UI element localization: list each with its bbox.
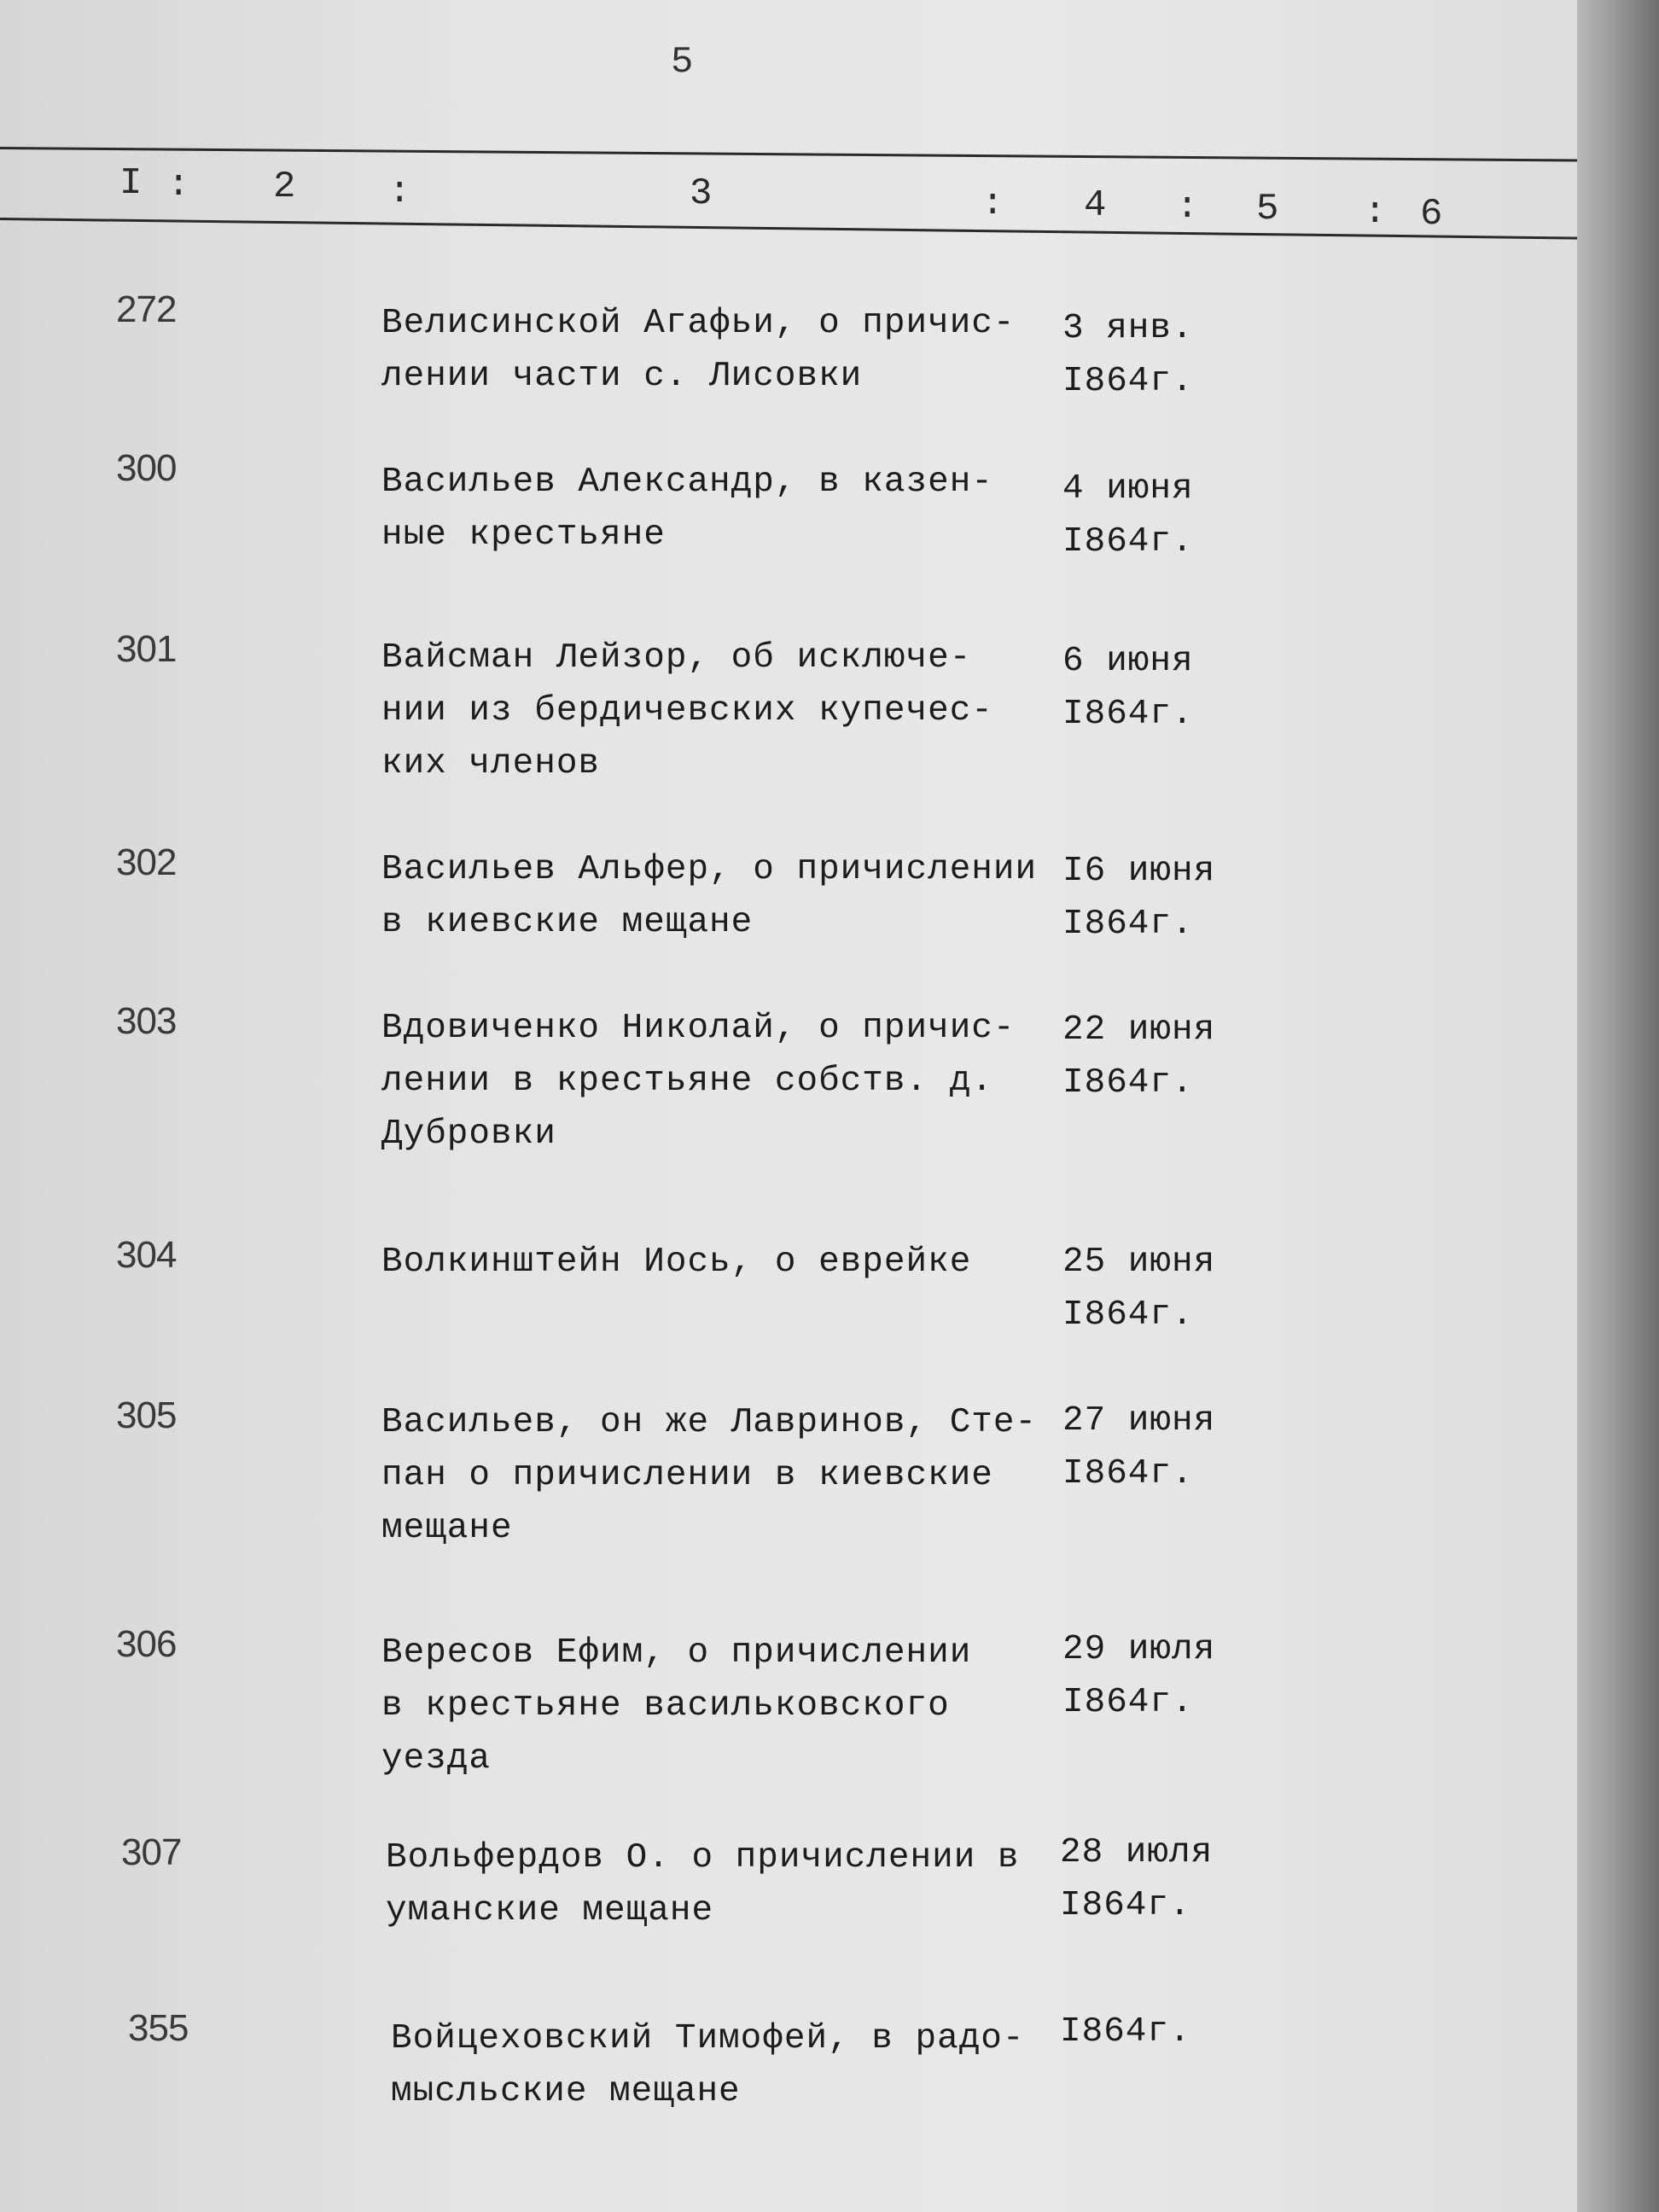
entry-title: Вересов Ефим, о причислении в крестьяне васильковского уезда bbox=[381, 1633, 972, 1778]
entry-number: 304 bbox=[116, 1234, 177, 1276]
entry-date: 28 июля I864г. bbox=[1060, 1833, 1214, 1925]
entry-number: 355 bbox=[128, 2007, 189, 2049]
column-header-1: I bbox=[119, 162, 143, 205]
entry-number: 300 bbox=[116, 447, 177, 489]
column-separator: : bbox=[981, 183, 1004, 225]
list-item bbox=[0, 288, 1365, 401]
list-item bbox=[0, 1623, 1365, 1778]
column-header-2: 2 bbox=[273, 166, 296, 208]
entry-number: 306 bbox=[116, 1623, 177, 1665]
column-header-6: 6 bbox=[1420, 193, 1443, 236]
column-header-3: 3 bbox=[690, 172, 713, 215]
page-edge-shadow bbox=[1577, 0, 1659, 2212]
list-item bbox=[0, 1831, 1365, 1930]
entry-title: Вольфердов О. о причислении в уманские мещане bbox=[386, 1838, 1020, 1930]
entry-date: I864г. bbox=[1060, 2012, 1191, 2052]
list-item bbox=[0, 628, 1365, 783]
column-separator: : bbox=[388, 171, 411, 213]
entry-title: Вдовиченко Николай, о причис- лении в крестьяне собств. д. Дубровки bbox=[381, 1009, 1016, 1154]
entry-title: Васильев Александр, в казен- ные крестьяне bbox=[381, 463, 993, 555]
page-number: 5 bbox=[671, 41, 694, 84]
entry-number: 272 bbox=[116, 288, 177, 330]
entry-title: Волкинштейн Иось, о еврейке bbox=[381, 1243, 972, 1282]
column-separator: : bbox=[1364, 191, 1387, 234]
entry-date: 6 июня I864г. bbox=[1062, 642, 1194, 734]
entry-title: Васильев Альфер, о причислении в киевские мещане bbox=[381, 850, 1038, 942]
entry-number: 301 bbox=[116, 628, 177, 670]
entry-date: 27 июня I864г. bbox=[1062, 1401, 1216, 1493]
list-item bbox=[0, 2007, 1365, 2111]
entry-number: 303 bbox=[116, 1000, 177, 1042]
entry-date: 29 июля I864г. bbox=[1062, 1630, 1216, 1722]
entry-title: Войцеховский Тимофей, в радо- мысльские мещане bbox=[391, 2019, 1025, 2111]
entry-date: 3 янв. I864г. bbox=[1062, 309, 1194, 401]
entry-title: Велисинской Агафьи, о причис- лении части с. Лисовки bbox=[381, 304, 1016, 396]
column-header-5: 5 bbox=[1256, 188, 1279, 230]
entry-date: 4 июня I864г. bbox=[1062, 469, 1194, 562]
entry-number: 302 bbox=[116, 841, 177, 883]
column-separator: : bbox=[1176, 186, 1199, 229]
entry-date: 25 июня I864г. bbox=[1062, 1243, 1216, 1335]
list-item bbox=[0, 447, 1365, 562]
list-item bbox=[0, 1234, 1365, 1335]
list-item bbox=[0, 1394, 1365, 1548]
entry-date: 22 июня I864г. bbox=[1062, 1010, 1216, 1103]
header-rule-bottom bbox=[0, 218, 1580, 240]
column-header-4: 4 bbox=[1084, 184, 1107, 227]
entry-title: Вайсман Лейзор, об исключе- нии из бердичевских купечес- ких членов bbox=[381, 638, 993, 783]
entry-number: 307 bbox=[121, 1831, 182, 1873]
list-item bbox=[0, 841, 1365, 944]
entry-number: 305 bbox=[116, 1394, 177, 1436]
entry-title: Васильев, он же Лавринов, Сте- пан о причислении в киевские мещане bbox=[381, 1403, 1038, 1548]
header-rule-top bbox=[0, 147, 1580, 162]
entry-date: I6 июня I864г. bbox=[1062, 852, 1216, 944]
column-separator: : bbox=[167, 164, 190, 207]
list-item bbox=[0, 1000, 1365, 1154]
